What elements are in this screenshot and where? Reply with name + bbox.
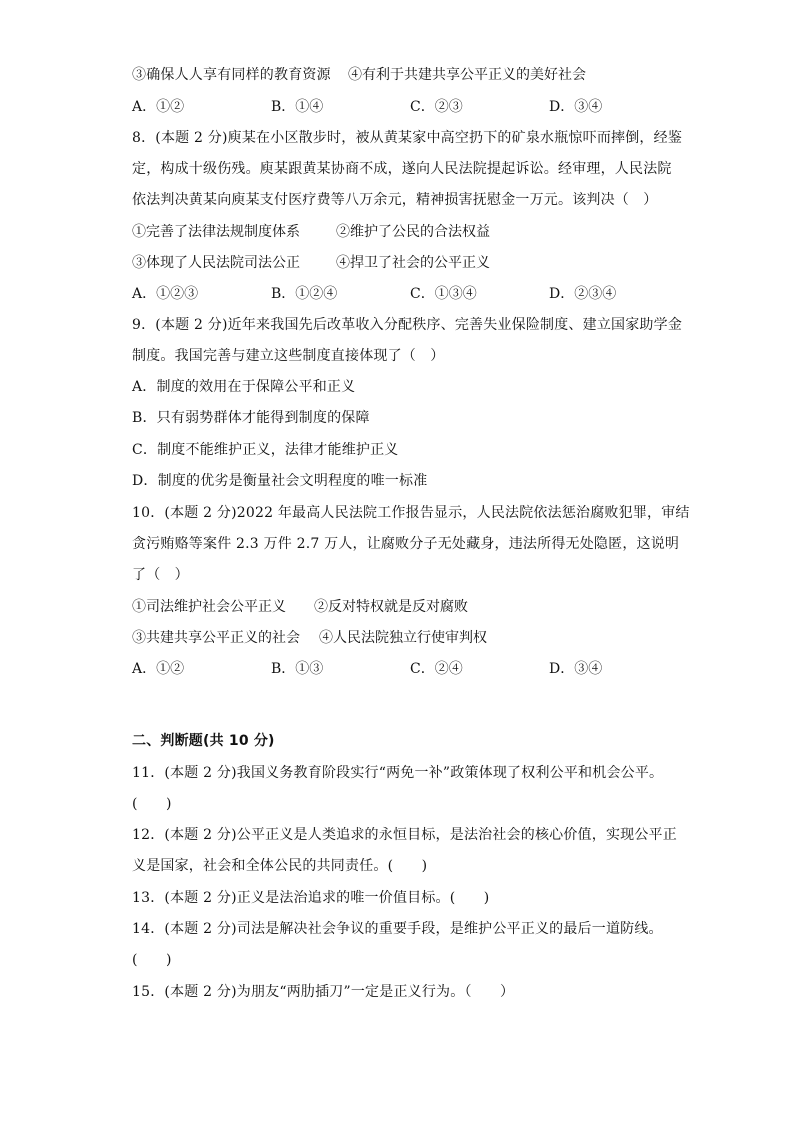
q7-option-d[interactable]: D．③④ (549, 99, 603, 115)
q11-answer-blank[interactable]: ( ) (132, 796, 172, 812)
q10-statement-2: ②反对特权就是反对腐败 (314, 599, 468, 615)
q10-statement-3: ③共建共享公平正义的社会 (132, 630, 300, 646)
q14-stem-line-1: 14．(本题 2 分)司法是解决社会争议的重要手段，是维护公平正义的最后一道防线。 (132, 921, 663, 937)
q8-stem-line-3: 依法判决黄某向庾某支付医疗费等八万余元，精神损害抚慰金一万元。该判决（ ） (132, 192, 658, 208)
q8-option-b[interactable]: B．①②④ (271, 286, 338, 302)
q9-choice-c[interactable]: C．制度不能维护正义，法律才能维护正义 (132, 442, 399, 458)
q8-option-a[interactable]: A．①②③ (132, 286, 199, 302)
q7-option-b[interactable]: B．①④ (271, 99, 324, 115)
q12-stem-line-1: 12．(本题 2 分)公平正义是人类追求的永恒目标，是法治社会的核心价值，实现公平正 (132, 827, 677, 843)
q10-statement-1: ①司法维护社会公平正义 (132, 599, 286, 615)
q9-choice-b[interactable]: B．只有弱势群体才能得到制度的保障 (132, 410, 370, 426)
q8-statement-1: ①完善了法律法规制度体系 (132, 224, 300, 240)
q7-statement-4: ④有利于共建共享公平正义的美好社会 (348, 67, 586, 83)
q8-stem-line-2: 定，构成十级伤残。庾某跟黄某协商不成，遂向人民法院提起诉讼。经审理，人民法院 (132, 161, 672, 177)
q10-option-a[interactable]: A．①② (132, 661, 185, 677)
q11-stem-line-1: 11．(本题 2 分)我国义务教育阶段实行“两免一补”政策体现了权利公平和机会公平。 (132, 765, 664, 781)
q8-stem-line-1: 8．(本题 2 分)庾某在小区散步时，被从黄某家中高空扔下的矿泉水瓶惊吓而摔倒，经鉴 (132, 130, 683, 146)
q8-statement-2: ②维护了公民的合法权益 (336, 224, 490, 240)
q14-answer-blank[interactable]: ( ) (132, 952, 172, 968)
q13-stem[interactable]: 13．(本题 2 分)正义是法治追求的唯一价值目标。( ) (132, 890, 490, 906)
q10-statement-4: ④人民法院独立行使审判权 (319, 630, 487, 646)
q10-stem-line-3: 了（ ） (132, 567, 189, 583)
q8-option-c[interactable]: C．①③④ (410, 286, 477, 302)
q10-option-b[interactable]: B．①③ (271, 661, 324, 677)
q7-option-c[interactable]: C．②③ (410, 99, 463, 115)
q10-option-d[interactable]: D．③④ (549, 661, 603, 677)
q12-stem-line-2[interactable]: 义是国家，社会和全体公民的共同责任。( ) (132, 858, 428, 874)
q9-stem-line-1: 9．(本题 2 分)近年来我国先后改革收入分配秩序、完善失业保险制度、建立国家助学金 (132, 317, 683, 333)
q7-option-a[interactable]: A．①② (132, 99, 185, 115)
q10-option-c[interactable]: C．②④ (410, 661, 463, 677)
q10-stem-line-2: 贪污贿赂等案件 2.3 万件 2.7 万人，让腐败分子无处藏身，违法所得无处隐匿，这说明 (132, 536, 680, 552)
q8-option-d[interactable]: D．②③④ (549, 286, 617, 302)
q8-statement-3: ③体现了人民法院司法公正 (132, 255, 300, 271)
q9-choice-a[interactable]: A．制度的效用在于保障公平和正义 (132, 379, 356, 395)
q8-statement-4: ④捍卫了社会的公平正义 (336, 255, 490, 271)
section-title-judgement: 二、判断题(共 10 分) (132, 733, 275, 749)
q9-stem-line-2: 制度。我国完善与建立这些制度直接体现了（ ） (132, 348, 445, 364)
q15-stem[interactable]: 15．(本题 2 分)为朋友“两肋插刀”一定是正义行为。（ ） (132, 984, 515, 1000)
q10-stem-line-1: 10．(本题 2 分)2022 年最高人民法院工作报告显示，人民法院依法惩治腐败犯罪，审结 (132, 505, 690, 521)
q7-statement-3: ③确保人人享有同样的教育资源 (132, 67, 331, 83)
q9-choice-d[interactable]: D．制度的优劣是衡量社会文明程度的唯一标准 (132, 473, 428, 489)
